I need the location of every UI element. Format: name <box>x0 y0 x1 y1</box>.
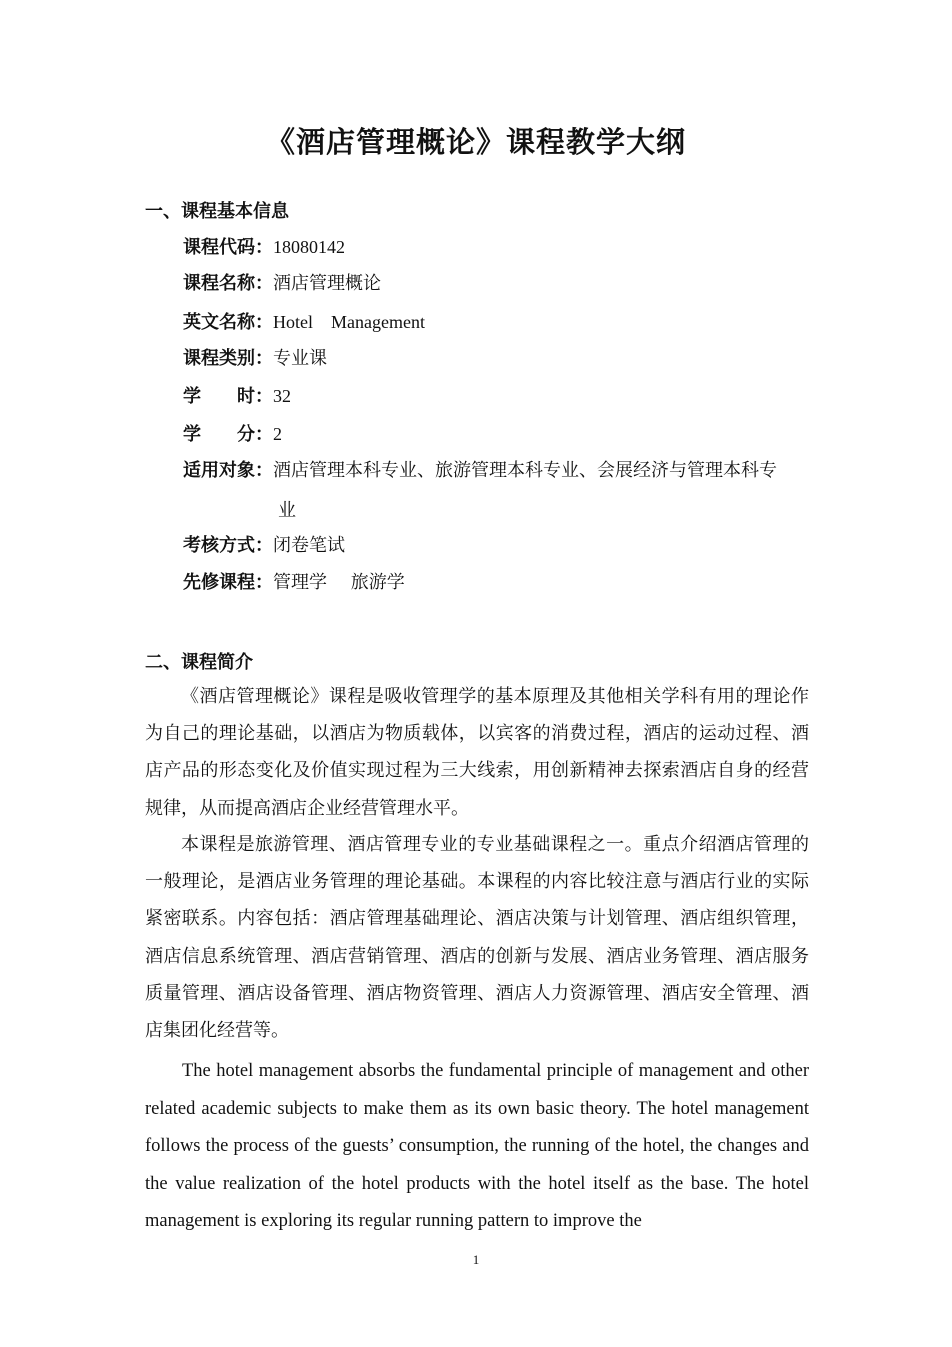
info-value: 32 <box>273 386 291 406</box>
info-row-target-audience <box>183 459 777 483</box>
info-value: Hotel Management <box>273 312 425 332</box>
info-label: 先修课程： <box>183 572 273 593</box>
info-row-course-name <box>183 272 381 296</box>
info-row-english-name <box>183 310 425 335</box>
info-value: 专业课 <box>273 348 327 369</box>
intro-paragraph-2: 本课程是旅游管理、酒店管理专业的专业基础课程之一。重点介绍酒店管理的一般理论，是酒店业务管理的理论基础。本课程的内容比较注意与酒店行业的实际紧密联系。内容包括：酒店管理基础理论、酒店决策与计划管理、酒店组织管理，酒店信息系统管理、酒店营销管理、酒店的创新与发展、酒店业务管理、酒店服务质量管理、酒店设备管理、酒店物资管理、酒店人力资源管理、酒店安全管理、酒店集团化经营等。 <box>145 834 809 1042</box>
info-row-credits <box>183 422 282 447</box>
intro-paragraph-english: The hotel management absorbs the fundamental principle of management and other related academic subjects to make them as its own basic theory. The hotel management follows the process of the guests’ consumption, the running of the hotel, the changes and the value realization of the hotel products with the hotel itself as the base. The hotel management is exploring its regular running pattern to improve the <box>145 1061 809 1231</box>
info-label: 适用对象： <box>183 460 273 481</box>
info-value: 酒店管理概论 <box>273 273 381 294</box>
info-label: 课程代码： <box>183 237 273 258</box>
info-value: 18080142 <box>273 237 345 257</box>
document-title: 《酒店管理概论》课程教学大纲 <box>265 125 686 159</box>
section-heading-basic-info: 一、课程基本信息 <box>145 201 289 222</box>
intro-paragraph-1: 《酒店管理概论》课程是吸收管理学的基本原理及其他相关学科有用的理论作为自己的理论基础，以酒店为物质载体，以宾客的消费过程，酒店的运动过程、酒店产品的形态变化及价值实现过程为三大线索，用创新精神去探索酒店自身的经营规律，从而提高酒店企业经营管理水平。 <box>145 686 809 819</box>
info-row-hours <box>183 384 291 409</box>
info-target-continuation: 业 <box>278 500 296 521</box>
info-label: 课程类别： <box>183 348 273 369</box>
info-label: 课程名称： <box>183 273 273 294</box>
info-label: 学 分： <box>183 424 273 445</box>
info-label: 学 时： <box>183 386 273 407</box>
info-row-prerequisites <box>183 571 405 595</box>
info-label: 考核方式： <box>183 535 273 556</box>
info-row-course-type <box>183 347 327 371</box>
info-value: 2 <box>273 424 282 444</box>
info-value: 闭卷笔试 <box>273 535 345 556</box>
info-value: 管理学 旅游学 <box>273 572 405 593</box>
info-label: 英文名称： <box>183 312 273 333</box>
page-number: 1 <box>472 1252 480 1267</box>
info-value: 酒店管理本科专业、旅游管理本科专业、会展经济与管理本科专 <box>273 460 777 481</box>
info-row-course-code <box>183 235 345 260</box>
info-row-assessment <box>183 534 345 558</box>
section-heading-course-intro: 二、课程简介 <box>145 652 253 673</box>
